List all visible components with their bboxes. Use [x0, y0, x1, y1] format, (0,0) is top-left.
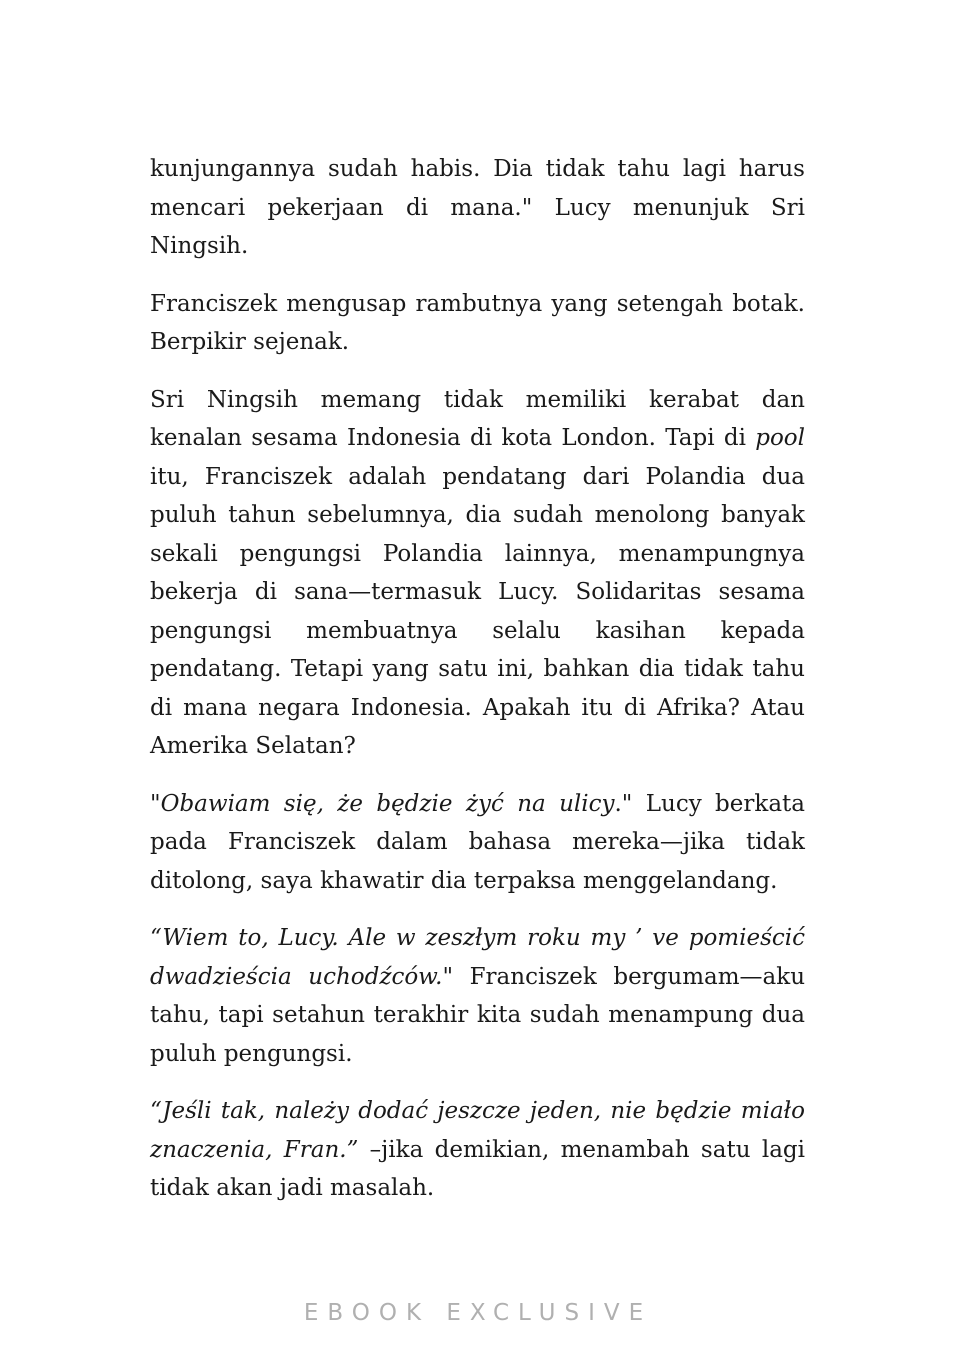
paragraph-text: " Franciszek bergumam—aku tahu, tapi setahun terakhir kita sudah menampung dua puluh pengungsi. — [150, 963, 806, 1067]
paragraph-4 — [150, 785, 805, 901]
polish-quote: “Wiem to, Lucy. Ale w zeszłym roku my ’ ve pomieścić dwadzieścia uchodźców. — [150, 925, 805, 990]
polish-quote: “Jeśli tak, należy dodać jeszcze jeden, nie będzie miało znaczenia, Fran.” — [150, 1098, 805, 1163]
paragraph-5 — [150, 919, 805, 1073]
paragraph-text: –jika demikian, menambah satu lagi tidak akan jadi masalah. — [150, 1136, 805, 1201]
paragraph-text: ." Lucy berkata pada Franciszek dalam bahasa mereka—jika tidak ditolong, saya khawatir dia terpaksa menggelandang. — [150, 790, 805, 894]
paragraph-text: " — [150, 790, 161, 817]
paragraph-text: Sri Ningsih memang tidak memiliki kerabat dan kenalan sesama Indonesia di kota London. Tapi di — [150, 386, 805, 451]
paragraph-text: itu, Franciszek adalah pendatang dari Polandia dua puluh tahun sebelumnya, dia sudah menolong banyak sekali pengungsi Polandia lainnya, menampungnya bekerja di sana—termasuk Lucy. Solidaritas sesama pengungsi membuatnya selalu kasihan kepada pendatang. Tetapi yang satu ini, bahkan dia tidak tahu di mana negara Indonesia. Apakah itu di Afrika? Atau Amerika Selatan? — [150, 463, 805, 759]
page-body — [150, 150, 805, 1227]
footer-label: EBOOK EXCLUSIVE — [303, 1300, 653, 1326]
italic-term-pool: pool — [755, 425, 805, 451]
paragraph-6 — [150, 1092, 805, 1208]
paragraph-2 — [150, 285, 805, 362]
paragraph-text: Franciszek mengusap rambutnya yang setengah botak. Berpikir sejenak. — [150, 290, 805, 355]
paragraph-3 — [150, 381, 805, 766]
paragraph-text: kunjungannya sudah habis. Dia tidak tahu lagi harus mencari pekerjaan di mana." Lucy menunjuk Sri Ningsih. — [150, 156, 805, 259]
polish-quote: Obawiam się, że będzie żyć na ulicy — [160, 790, 615, 817]
paragraph-1 — [150, 150, 805, 266]
